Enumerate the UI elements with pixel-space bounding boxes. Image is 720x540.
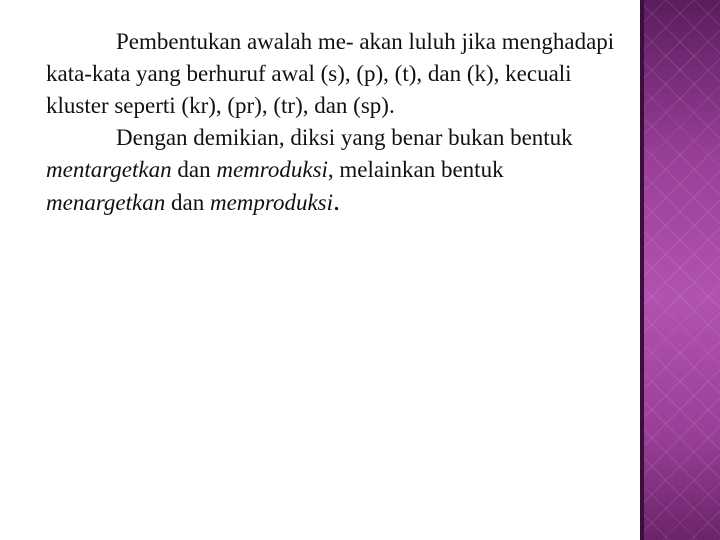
correct-word-2: memproduksi — [209, 190, 334, 215]
paragraph-2-line-3 — [46, 186, 686, 219]
conjunction-1: dan — [171, 157, 217, 182]
paragraph-1 — [46, 26, 686, 122]
paragraph-2-line-2 — [46, 154, 686, 186]
conjunction-2: dan — [165, 190, 210, 215]
paragraph-1-line-1: Pembentukan awalah me- akan luluh jika menghadapi — [116, 29, 615, 54]
paragraph-2 — [46, 122, 686, 219]
end-punctuation: . — [333, 186, 341, 217]
incorrect-word-2: memroduksi — [216, 157, 328, 182]
paragraph-2-line-1: Dengan demikian, diksi yang benar bukan bentuk — [116, 125, 573, 150]
paragraph-1-line-3: kluster seperti (kr), (pr), (tr), dan (sp). — [46, 93, 395, 118]
incorrect-word-1: mentargetkan — [46, 157, 172, 182]
paragraph-2-tail: , melainkan bentuk — [327, 157, 504, 182]
slide-text-body — [46, 26, 686, 219]
paragraph-1-line-2: kata-kata yang berhuruf awal (s), (p), (t), dan (k), kecuali — [46, 61, 572, 86]
correct-word-1: menargetkan — [46, 190, 166, 215]
